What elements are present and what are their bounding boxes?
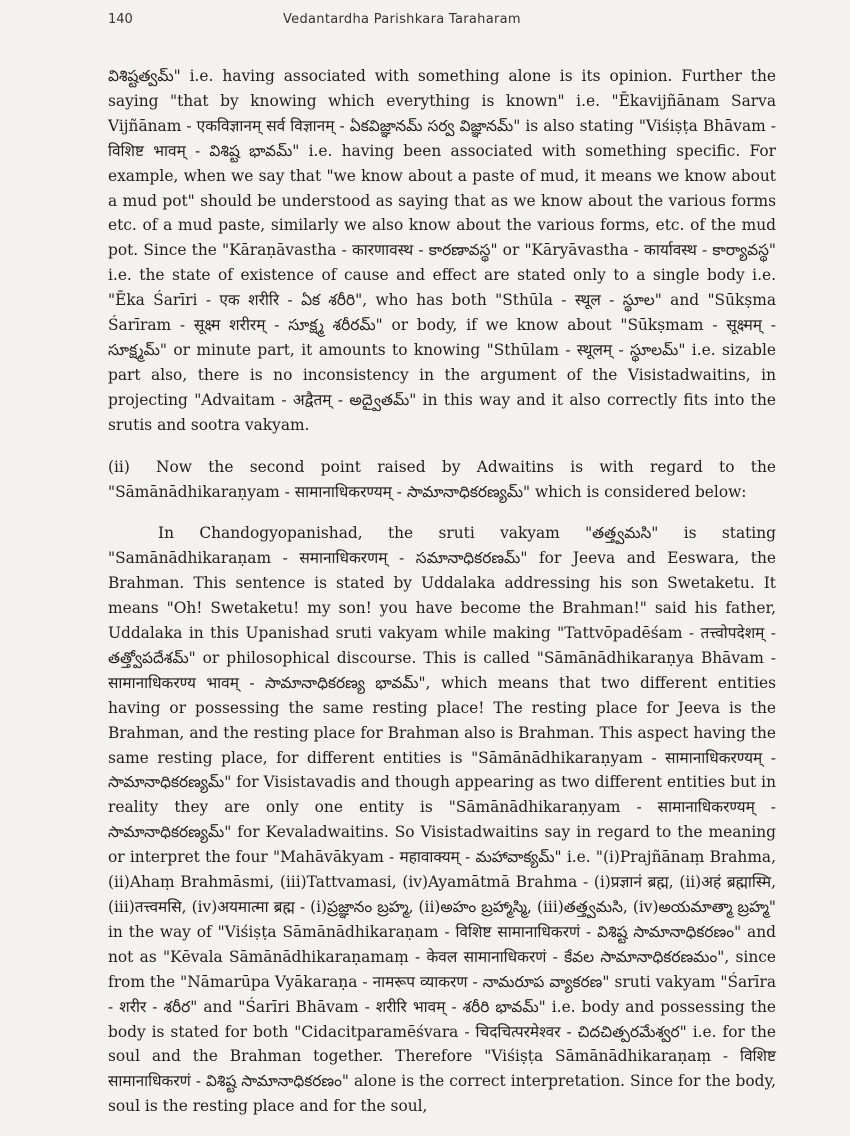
point-label: (ii) [108, 457, 130, 476]
paragraph-1: విశిష్టత్వమ్" i.e. having associated with something alone is its opinion. Further the saying "that by knowing which everything is known" i.e. "Ēkavijñānam Sarva Vijñānam - एकविज्ञानम् सर्व विज्ञानम् - ఏకవిజ్ఞానమ్ సర్వ విజ్ఞానమ్" is also stating "Viśiṣṭa Bhāvam - विशिष्ट भावम् - విశిష్ట భావమ్" i.e. having been associated with something specific. For example, when we say that "we know about a paste of mud, it means we know about a mud pot" should be understood as saying that as we know about the various forms etc. of a mud paste, similarly we also know about the various forms, etc. of the mud pot. Since the "Kāraṇāvastha - कारणावस्थ - కారణావస్థ" or "Kāryāvastha - कार्यावस्थ - కార్యావస్థ" i.e. the state of existence of cause and effect are stated only to a single body i.e. "Ēka Śarīri - एक शरीरि - ఏక శరీరి", who has both "Sthūla - स्थूल - స్థూల" and "Sūkṣma Śarīram - सूक्ष्म शरीरम् - సూక్ష్మ శరీరమ్" or body, if we know about "Sūkṣmam - सूक्ष्मम् - సూక్ష్మమ్" or minute part, it amounts to knowing "Sthūlam - स्थूलम् - స్థూలమ్" i.e. sizable part also, there is no inconsistency in the argument of the Visistadwaitins, in projecting "Advaitam - अद्वैतम् - అద్వైతమ్" in this way and it also correctly fits into the srutis and sootra vakyam. [108, 67, 776, 434]
paragraph-2-point-ii [108, 455, 776, 505]
page-number: 140 [108, 12, 133, 27]
body-text [108, 64, 776, 1136]
paragraph-3: In Chandogyopanishad, the sruti vakyam "తత్త్వమసి" is stating "Samānādhikaraṇam - समानाधिकरणम् - సమానాధికరణమ్" for Jeeva and Eeswara, the Brahman. This sentence is stated by Uddalaka addressing his son Swetaketu. It means "Oh! Swetaketu! my son! you have become the Brahman!" said his father, Uddalaka in this Upanishad sruti vakyam while making "Tattvōpadēśam - तत्त्वोपदेशम् - తత్త్వోపదేశమ్" or philosophical discourse. This is called "Sāmānādhikaraṇya Bhāvam - सामानाधिकरण्य भावम् - సామానాధికరణ్య భావమ్", which means that two different entities having or possessing the same resting place! The resting place for Jeeva is the Brahman, and the resting place for Brahman also is Brahman. This aspect having the same resting place, for different entities is "Sāmānādhikaraṇyam - सामानाधिकरण्यम् - సామానాధికరణ్యమ్" for Visistavadis and though appearing as two different entities but in reality they are only one entity is "Sāmānādhikaraṇyam - सामानाधिकरण्यम् - సామానాధికరణ్యమ్" for Kevaladwaitins. So Visistadwaitins say in regard to the meaning or interpret the four "Mahāvākyam - महावाक्यम् - మహావాక్యమ్" i.e. "(i)Prajñānaṃ Brahma, (ii)Ahaṃ Brahmāsmi, (iii)Tattvamasi, (iv)Ayamātmā Brahma - (i)प्रज्ञानं ब्रह्म, (ii)अहं ब्रह्मास्मि, (iii)तत्त्वमसि, (iv)अयमात्मा ब्रह्म - (i)ప్రజ్ఞానం బ్రహ్మ, (ii)అహం బ్రహ్మాస్మి, (iii)తత్త్వమసి, (iv)అయమాత్మా బ్రహ్మ" in the way of "Viśiṣṭa Sāmānādhikaraṇam - विशिष्ट सामानाधिकरणं - విశిష్ట సామానాధికరణం" and not as "Kēvala Sāmānādhikaraṇamaṃ - केवल सामानाधिकरणं - కేవల సామానాధికరణమం", since from the "Nāmarūpa Vyākaraṇa - नामरूप व्याकरण - నామరూప వ్యాకరణ" sruti vakyam "Śarīra - शरीर - శరీర" and "Śarīri Bhāvam - शरीरि भावम् - శరీరి భావమ్" i.e. body and possessing the body is stated for both "Cidacitparamēśvara - चिदचित्परमेश्वर - చిదచిత్పరమేశ్వర" i.e. for the soul and the Brahman together. Therefore "Viśiṣṭa Sāmānādhikaraṇaṃ - विशिष्ट सामानाधिकरणं - విశిష్ట సామానాధికరణం" alone is the correct interpretation. Since for the body, soul is the resting place and for the soul, [108, 524, 776, 1116]
point-text: Now the second point raised by Adwaitins is with regard to the "Sāmānādhikaraṇyam - सामानाधिकरण्यम् - సామానాధికరణ్యమ్" which is considered below: [108, 457, 776, 501]
running-title: Vedantardha Parishkara Taraharam [283, 12, 521, 27]
